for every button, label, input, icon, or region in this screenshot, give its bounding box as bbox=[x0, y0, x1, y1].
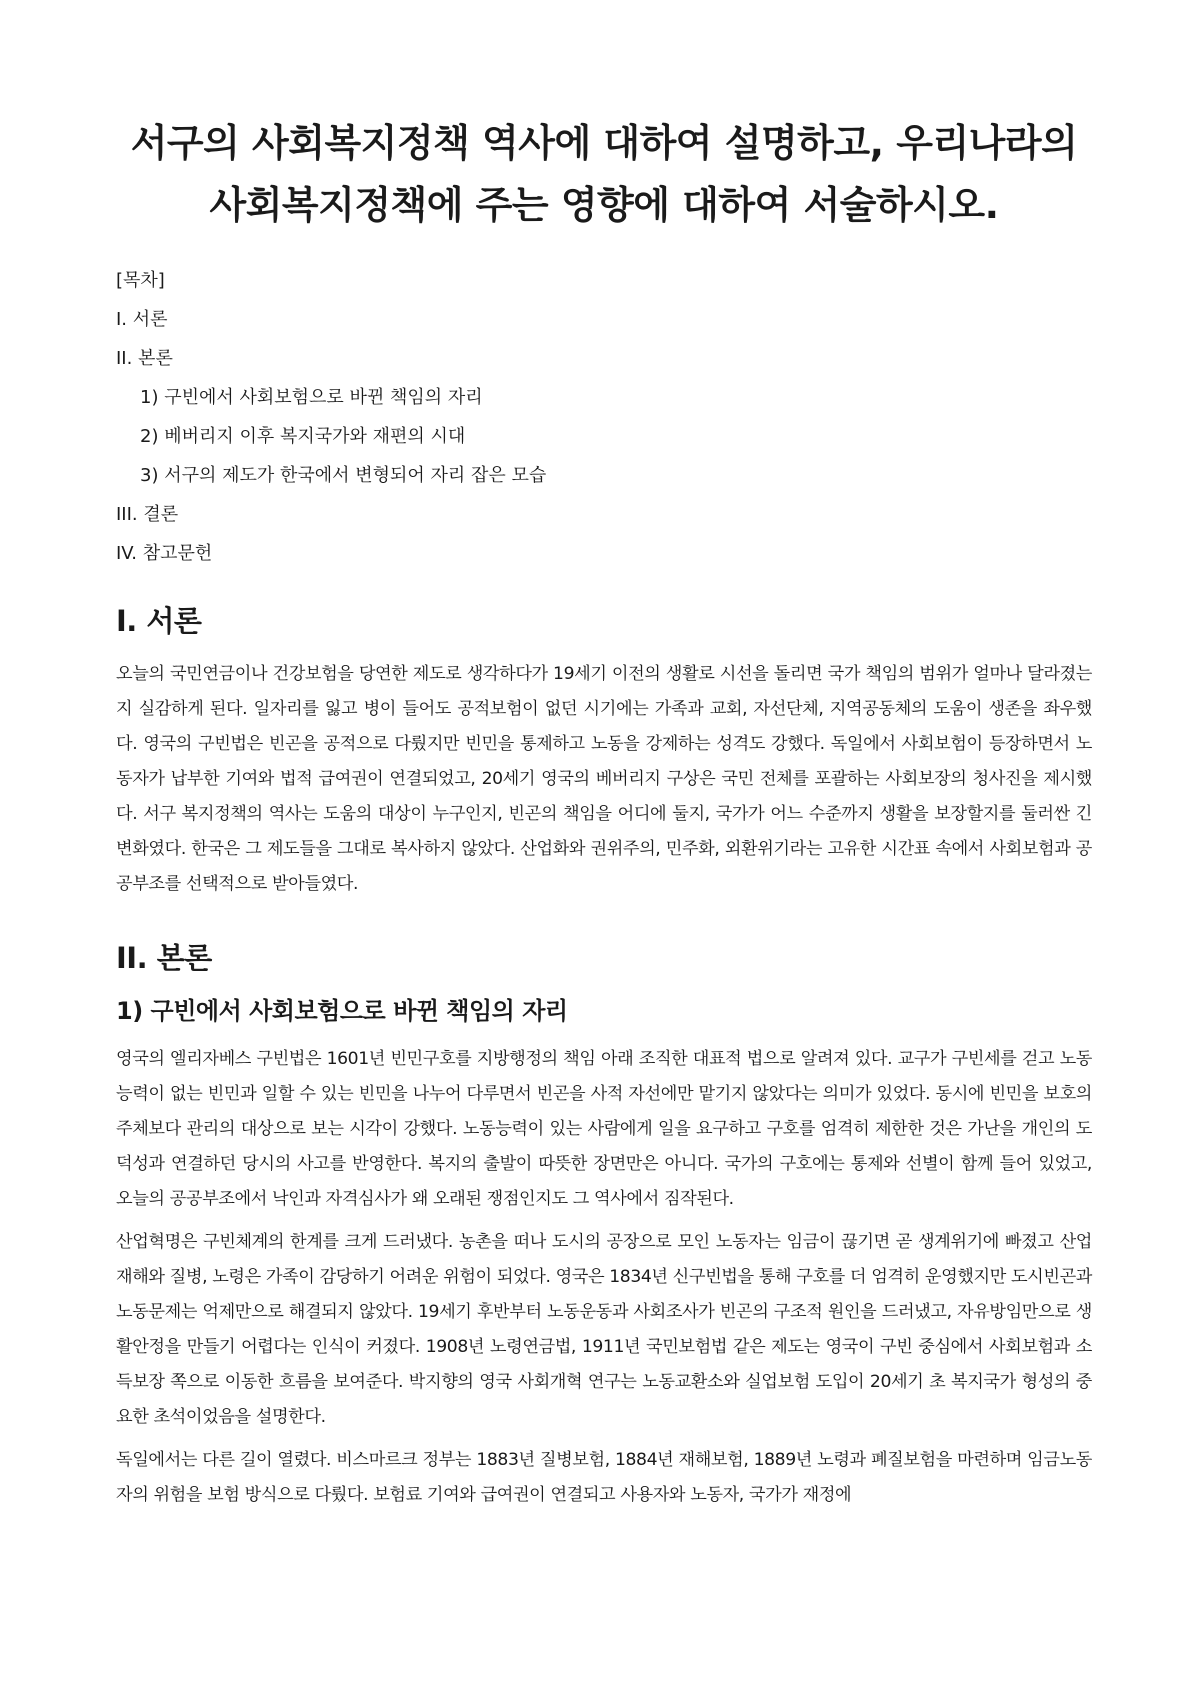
body-paragraph: 독일에서는 다른 길이 열렸다. 비스마르크 정부는 1883년 질병보험, 1884년 재해보험, 1889년 노령과 폐질보험을 마련하며 임금노동자의 위험을 보험 방식으로 다뤘다. 보험료 기여와 급여권이 연결되고 사용자와 노동자, 국가가 재정에 bbox=[116, 1450, 1092, 1505]
toc-item-introduction: I. 서론 bbox=[116, 309, 168, 330]
toc-item-body-2: 2) 베버리지 이후 복지국가와 재편의 시대 bbox=[140, 426, 466, 447]
table-of-contents bbox=[116, 268, 1092, 567]
toc-item-body-3: 3) 서구의 제도가 한국에서 변형되어 자리 잡은 모습 bbox=[140, 465, 547, 486]
toc-item-references: IV. 참고문헌 bbox=[116, 543, 213, 564]
section-heading-introduction: I. 서론 bbox=[116, 604, 202, 638]
body-paragraph: 산업혁명은 구빈체계의 한계를 크게 드러냈다. 농촌을 떠나 도시의 공장으로 모인 노동자는 임금이 끊기면 곧 생계위기에 빠졌고 산업재해와 질병, 노령은 가족이 감당하기 어려운 위험이 되었다. 영국은 1834년 신구빈법을 통해 구호를 더 엄격히 운영했지만 도시빈곤과 노동문제는 억제만으로 해결되지 않았다. 19세기 후반부터 노동운동과 사회조사가 빈곤의 구조적 원인을 드러냈고, 자유방임만으로 생활안정을 만들기 어렵다는 인식이 커졌다. 1908년 노령연금법, 1911년 국민보험법 같은 제도는 영국이 구빈 중심에서 사회보험과 소득보장 쪽으로 이동한 흐름을 보여준다. 박지향의 영국 사회개혁 연구는 노동교환소와 실업보험 도입이 20세기 초 복지국가 형성의 중요한 초석이었음을 설명한다. bbox=[116, 1232, 1092, 1427]
section-spacer bbox=[116, 910, 1092, 938]
introduction-paragraph: 오늘의 국민연금이나 건강보험을 당연한 제도로 생각하다가 19세기 이전의 생활로 시선을 돌리면 국가 책임의 범위가 얼마나 달라졌는지 실감하게 된다. 일자리를 잃고 병이 들어도 공적보험이 없던 시기에는 가족과 교회, 자선단체, 지역공동체의 도움이 생존을 좌우했다. 영국의 구빈법은 빈곤을 공적으로 다뤘지만 빈민을 통제하고 노동을 강제하는 성격도 강했다. 독일에서 사회보험이 등장하면서 노동자가 납부한 기여와 법적 급여권이 연결되었고, 20세기 영국의 베버리지 구상은 국민 전체를 포괄하는 사회보장의 청사진을 제시했다. 서구 복지정책의 역사는 도움의 대상이 누구인지, 빈곤의 책임을 어디에 둘지, 국가가 어느 수준까지 생활을 보장할지를 둘러싼 긴 변화였다. 한국은 그 제도들을 그대로 복사하지 않았다. 산업화와 권위주의, 민주화, 외환위기라는 고유한 시간표 속에서 사회보험과 공공부조를 선택적으로 받아들였다. bbox=[116, 664, 1092, 894]
toc-item-conclusion: III. 결론 bbox=[116, 504, 179, 525]
subsection-heading-1: 1) 구빈에서 사회보험으로 바뀐 책임의 자리 bbox=[116, 997, 568, 1025]
toc-heading: [목차] bbox=[116, 270, 165, 291]
section-heading-body: II. 본론 bbox=[116, 941, 212, 975]
body-paragraph: 영국의 엘리자베스 구빈법은 1601년 빈민구호를 지방행정의 책임 아래 조직한 대표적 법으로 알려져 있다. 교구가 구빈세를 걷고 노동능력이 없는 빈민과 일할 수 있는 빈민을 나누어 다루면서 빈곤을 사적 자선에만 맡기지 않았다는 의미가 있었다. 동시에 빈민을 보호의 주체보다 관리의 대상으로 보는 시각이 강했다. 노동능력이 있는 사람에게 일을 요구하고 구호를 엄격히 제한한 것은 가난을 개인의 도덕성과 연결하던 당시의 사고를 반영한다. 복지의 출발이 따뜻한 장면만은 아니다. 국가의 구호에는 통제와 선별이 함께 들어 있었고, 오늘의 공공부조에서 낙인과 자격심사가 왜 오래된 쟁점인지도 그 역사에서 짐작된다. bbox=[116, 1049, 1092, 1209]
document-title: 서구의 사회복지정책 역사에 대하여 설명하고, 우리나라의 사회복지정책에 주는 영향에 대하여 서술하시오. bbox=[130, 121, 1078, 227]
toc-item-body-1: 1) 구빈에서 사회보험으로 바뀐 책임의 자리 bbox=[140, 387, 483, 408]
toc-item-body: II. 본론 bbox=[116, 348, 173, 369]
